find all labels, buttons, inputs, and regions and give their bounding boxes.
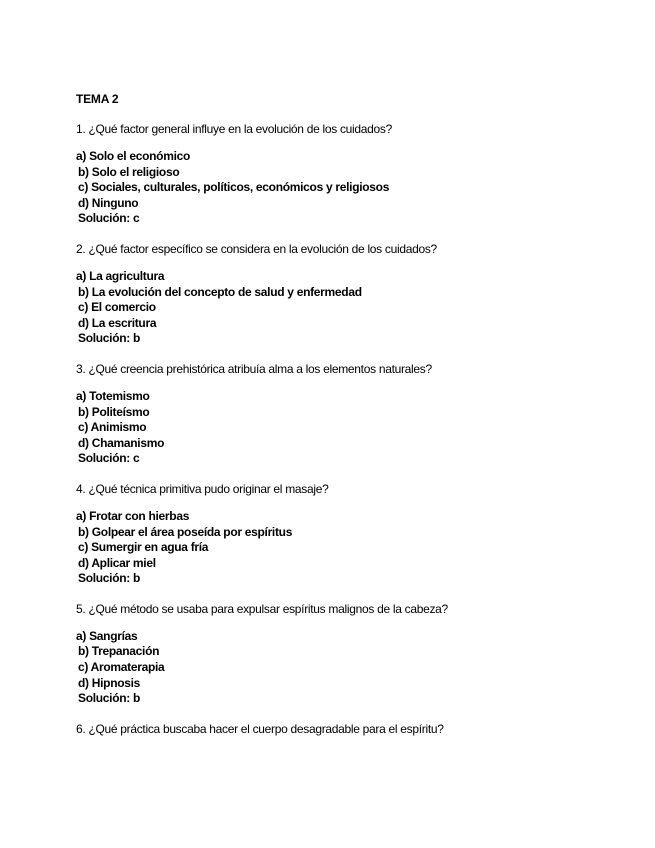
- option-a: a) Frotar con hierbas: [76, 508, 190, 523]
- question-text: 6. ¿Qué práctica buscaba hacer el cuerpo desagradable para el espíritu?: [76, 721, 444, 736]
- option-d: d) Chamanismo: [78, 435, 165, 450]
- question-block-2: [76, 241, 616, 347]
- option-b: b) La evolución del concepto de salud y enfermedad: [78, 284, 362, 299]
- question-text: 1. ¿Qué factor general influye en la evolución de los cuidados?: [76, 122, 392, 136]
- option-d: d) La escritura: [78, 315, 157, 330]
- option-c: c) Sociales, culturales, políticos, económicos y religiosos: [78, 180, 390, 195]
- option-b: b) Solo el religioso: [78, 164, 180, 179]
- question-text: 4. ¿Qué técnica primitiva pudo originar el masaje?: [76, 481, 329, 496]
- option-c: c) Sumergir en agua fría: [78, 540, 209, 555]
- question-text: 5. ¿Qué método se usaba para expulsar espíritus malignos de la cabeza?: [76, 601, 448, 616]
- solution-text: Solución: b: [78, 331, 141, 346]
- option-a: a) Sangrías: [76, 628, 138, 643]
- document-content: [76, 91, 616, 751]
- option-c: c) El comercio: [78, 300, 156, 315]
- option-d: d) Hipnosis: [78, 675, 141, 690]
- option-c: c) Animismo: [78, 420, 147, 435]
- option-b: b) Golpear el área poseída por espíritus: [78, 524, 293, 539]
- question-block-3: [76, 361, 616, 467]
- solution-text: Solución: c: [78, 451, 140, 466]
- question-block-5: [76, 601, 616, 707]
- question-block-4: [76, 481, 616, 587]
- option-b: b) Politeísmo: [78, 404, 150, 419]
- solution-text: Solución: b: [78, 571, 141, 586]
- option-d: d) Aplicar miel: [78, 555, 156, 570]
- option-d: d) Ninguno: [78, 195, 139, 210]
- option-c: c) Aromaterapia: [78, 660, 165, 675]
- question-block-6: [76, 721, 616, 737]
- option-a: a) Solo el económico: [76, 149, 191, 163]
- question-text: 2. ¿Qué factor específico se considera en la evolución de los cuidados?: [76, 241, 437, 256]
- question-block-1: [76, 121, 616, 227]
- question-text: 3. ¿Qué creencia prehistórica atribuía alma a los elementos naturales?: [76, 361, 432, 376]
- page-title: TEMA 2: [76, 92, 119, 106]
- solution-text: Solución: b: [78, 691, 141, 706]
- solution-text: Solución: c: [78, 211, 140, 226]
- option-b: b) Trepanación: [78, 644, 160, 659]
- option-a: a) Totemismo: [76, 388, 150, 403]
- option-a: a) La agricultura: [76, 268, 165, 283]
